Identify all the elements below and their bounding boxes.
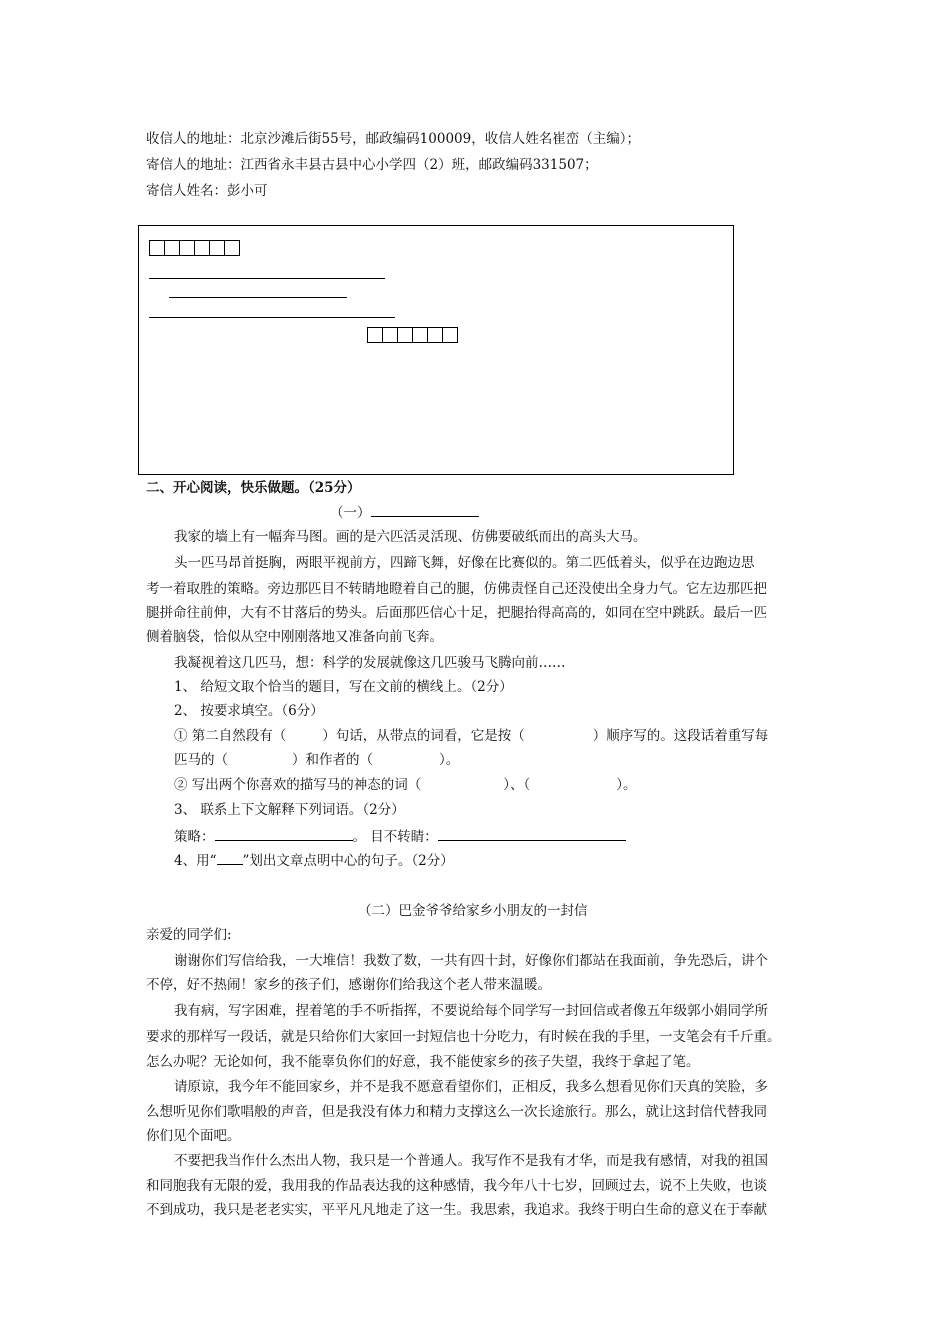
letter-line-1: 谢谢你们写信给我，一大堆信！我数了数，一共有四十封，好像你们都站在我面前，争先恐后，讲个 — [174, 953, 768, 969]
section-heading: 二、开心阅读，快乐做题。（25分） — [146, 480, 361, 496]
paragraph-2-line-3: 腿拼命往前伸，大有不甘落后的势头。后面那匹信心十足，把腿抬得高高的，如同在空中跳跃。最后一匹 — [146, 605, 767, 621]
question-2: 2、 按要求填空。（6分） — [174, 703, 324, 719]
recipient-address: 收信人的地址：北京沙滩后街55号，邮政编码100009，收信人姓名崔峦（主编）； — [146, 131, 640, 147]
letter-line-6: 请原谅，我今年不能回家乡，并不是我不愿意看望你们，正相反，我多么想看见你们天真的笑脸，多 — [174, 1079, 768, 1095]
underline-sample — [217, 850, 243, 865]
address-line-1[interactable] — [149, 278, 385, 279]
envelope — [138, 225, 734, 475]
letter-line-7: 么想听见你们歌唱般的声音，但是我没有体力和精力支撑这么一次长途旅行。那么，就让这封信代替我同 — [146, 1104, 767, 1120]
paragraph-2-line-4: 侧着脑袋，恰似从空中刚刚落地又准备向前飞奔。 — [146, 629, 443, 645]
letter-greeting: 亲爱的同学们: — [146, 927, 232, 943]
part2-title: （二）巴金爷爷给家乡小朋友的一封信 — [358, 903, 588, 919]
question-2a-line-1: ① 第二自然段有（ ）句话，从带点的词看，它是按（ ）顺序写的。这段话着重写每 — [174, 728, 769, 744]
paragraph-2-line-2: 考一着取胜的策略。旁边那匹目不转睛地瞪着自己的腿，仿佛责怪自己还没使出全身力气。它左边那匹把 — [146, 581, 767, 597]
paragraph-3: 我凝视着这几匹马，想：科学的发展就像这几匹骏马飞腾向前…… — [174, 655, 566, 671]
sender-name: 寄信人姓名：彭小可 — [146, 183, 268, 199]
address-line-3[interactable] — [149, 317, 395, 318]
question-3: 3、 联系上下文解释下列词语。（2分） — [174, 802, 405, 818]
question-4: 4、用“ ”划出文章点明中心的句子。（2分） — [174, 850, 454, 870]
part1-label: （一） — [330, 502, 479, 522]
letter-line-8: 你们见个面吧。 — [146, 1128, 241, 1144]
letter-line-5: 怎么办呢？无论如何，我不能辜负你们的好意，我不能使家乡的孩子失望，我终于拿起了笔。 — [146, 1054, 700, 1070]
title-blank[interactable] — [371, 502, 479, 517]
recipient-postcode-boxes[interactable] — [149, 240, 239, 256]
address-line-2[interactable] — [169, 297, 347, 298]
letter-line-11: 不到成功，我只是老老实实，平平凡凡地走了这一生。我思索，我追求。我终于明白生命的意义在于奉献 — [146, 1202, 767, 1218]
question-3-answers: 策略： 。 目不转睛： — [174, 826, 626, 846]
sender-postcode-boxes[interactable] — [367, 327, 457, 343]
sender-address: 寄信人的地址：江西省永丰县古县中心小学四（2）班，邮政编码331507； — [146, 157, 598, 173]
question-2a-line-2: 匹马的（ ）和作者的（ ）。 — [174, 752, 460, 768]
question-2b: ② 写出两个你喜欢的描写马的神态的词（ ）、（ ）。 — [174, 777, 637, 793]
paragraph-1: 我家的墙上有一幅奔马图。画的是六匹活灵活现、仿佛要破纸而出的高头大马。 — [174, 529, 647, 545]
mubuzhuanjing-blank[interactable] — [438, 826, 626, 841]
paragraph-2-line-1: 头一匹马昂首挺胸，两眼平视前方，四蹄飞舞，好像在比赛似的。第二匹低着头，似乎在边跑边思 — [174, 555, 755, 571]
letter-line-9: 不要把我当作什么杰出人物，我只是一个普通人。我写作不是我有才华，而是我有感情，对我的祖国 — [174, 1153, 768, 1169]
question-1: 1、 给短文取个恰当的题目，写在文前的横线上。（2分） — [174, 679, 513, 695]
celue-blank[interactable] — [215, 826, 353, 841]
letter-line-3: 我有病，写字困难，捏着笔的手不听指挥，不要说给每个同学写一封回信或者像五年级郭小娟同学所 — [174, 1003, 768, 1019]
letter-line-2: 不停，好不热闹！家乡的孩子们，感谢你们给我这个老人带来温暖。 — [146, 977, 551, 993]
letter-line-10: 和同胞我有无限的爱，我用我的作品表达我的这种感情，我今年八十七岁，回顾过去，说不上失败，也谈 — [146, 1178, 767, 1194]
letter-line-4: 要求的那样写一段话，就是只给你们大家回一封短信也十分吃力，有时候在我的手里，一支笔会有千斤重。 — [146, 1029, 781, 1045]
